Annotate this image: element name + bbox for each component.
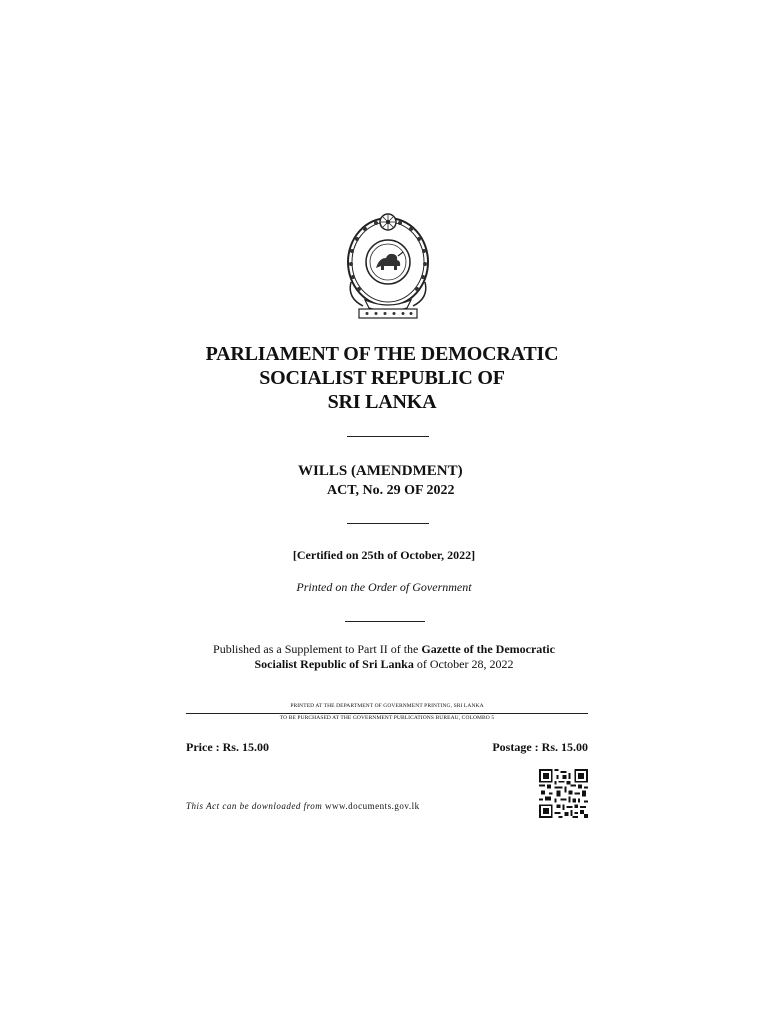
certified-date: [Certified on 25th of October, 2022] <box>292 548 476 562</box>
act-name: WILLS (AMENDMENT) <box>298 463 463 479</box>
purchase-line: TO BE PURCHASED AT THE GOVERNMENT PUBLICATIONS BUREAU, COLOMBO 5 <box>279 715 495 721</box>
postage-label: Postage : Rs. 15.00 <box>492 740 588 754</box>
parliament-title <box>0 342 768 414</box>
divider-rule <box>345 621 425 622</box>
title-line-3: SRI LANKA <box>327 391 437 413</box>
price-label: Price : Rs. 15.00 <box>186 740 269 754</box>
download-notice <box>186 801 420 811</box>
printed-on-order: Printed on the Order of Government <box>296 580 472 594</box>
download-text: This Act can be downloaded from <box>186 801 325 811</box>
divider-rule <box>347 523 429 524</box>
sri-lanka-emblem-icon <box>345 212 431 320</box>
title-line-1: PARLIAMENT OF THE DEMOCRATIC <box>205 343 559 365</box>
act-number: ACT, No. 29 OF 2022 <box>327 483 455 498</box>
publication-prefix: Published as a Supplement to Part II of the <box>213 642 422 656</box>
title-line-2: SOCIALIST REPUBLIC OF <box>259 367 505 389</box>
printer-line: PRINTED AT THE DEPARTMENT OF GOVERNMENT PRINTING, SRI LANKA <box>290 703 484 709</box>
qr-code-icon <box>539 769 588 818</box>
publication-suffix: of October 28, 2022 <box>413 657 514 671</box>
gazette-name-part-1: Gazette of the Democratic <box>421 642 555 656</box>
gazette-name-part-2: Socialist Republic of Sri Lanka <box>254 657 414 671</box>
download-url[interactable]: www.documents.gov.lk <box>325 801 420 811</box>
divider-rule <box>347 436 429 437</box>
printer-divider <box>186 713 588 714</box>
publication-notice <box>0 642 768 672</box>
